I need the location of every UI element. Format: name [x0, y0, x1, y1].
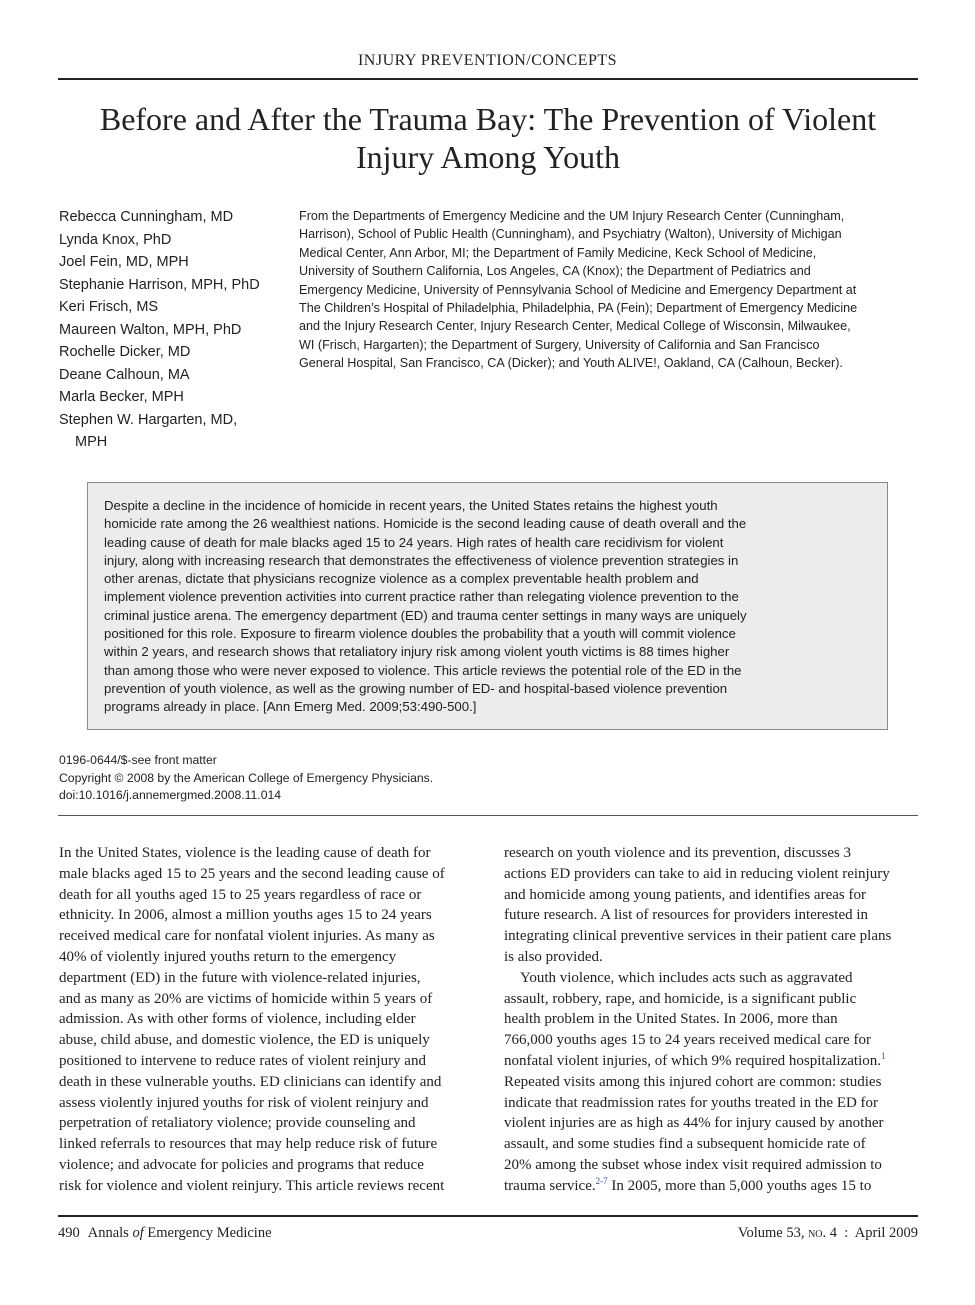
body-text: nonfatal violent injuries, of which 9% required hospitalization. [504, 1052, 881, 1069]
body-line: and homicide among young patients, and identifies areas for [504, 886, 866, 903]
doi-line: doi:10.1016/j.annemergmed.2008.11.014 [59, 788, 282, 802]
affiliation-line: Emergency Medicine, University of Pennsylvania School of Medicine and Emergency Department at [299, 282, 857, 297]
journal-name: of [132, 1225, 144, 1241]
affiliation-line: WI (Frisch, Hargarten); the Department of Surgery, University of California and San Francisco [299, 337, 820, 352]
body-line [504, 1051, 918, 1072]
section-divider [58, 815, 918, 816]
body-line: admission. As with other forms of violence, including elder [59, 1011, 416, 1028]
author-name: Keri Frisch, MS [59, 299, 159, 315]
author-name-continued: MPH [75, 434, 108, 450]
page-number: 490 [58, 1225, 80, 1241]
body-line: violent injuries are as high as 44% for injury caused by another [504, 1115, 884, 1132]
abstract-line: criminal justice arena. The emergency department (ED) and trauma center settings in many ways are uniquely [104, 607, 747, 623]
issue: no. 4 [808, 1225, 838, 1241]
body-line: indicate that readmission rates for youths treated in the ED for [504, 1094, 879, 1111]
body-line: is also provided. [504, 948, 603, 965]
body-line: integrating clinical preventive services in their patient care plans [504, 928, 892, 945]
abstract-line: programs already in place. [Ann Emerg Med. 2009;53:490-500.] [104, 699, 477, 715]
author-name: Rochelle Dicker, MD [59, 344, 191, 360]
abstract-line: than among those who were never exposed to violence. This article reviews the potential role of the ED in the [104, 662, 742, 678]
affiliations [299, 207, 921, 373]
footer-rule [58, 1215, 918, 1217]
body-line: received medical care for nonfatal violent injuries. As many as [59, 928, 435, 945]
copyright-line: Copyright © 2008 by the American College of Emergency Physicians. [59, 770, 434, 785]
abstract-line: implement violence prevention activities into current practice rather than relegating violence prevention to the [104, 589, 739, 605]
body-line: perpetration of retaliatory violence; provide counseling and [59, 1115, 416, 1132]
body-line: death in these vulnerable youths. ED clinicians can identify and [59, 1073, 442, 1090]
title-line: Before and After the Trauma Bay: The Prevention of Violent [99, 101, 877, 137]
body-column-right [504, 843, 918, 1197]
abstract-line: leading cause of death for male blacks aged 15 to 24 years. High rates of health care recidivism for violent [104, 534, 724, 550]
body-line: In the United States, violence is the leading cause of death for [59, 845, 431, 861]
body-line: and as many as 20% are victims of homicide within 5 years of [59, 990, 433, 1007]
body-text: trauma service. [504, 1177, 596, 1194]
body-line: 766,000 youths ages 15 to 24 years received medical care for [504, 1032, 871, 1049]
affiliation-line: From the Departments of Emergency Medicine and the UM Injury Research Center (Cunningham, [299, 209, 845, 223]
abstract-line: positioned for this role. Exposure to firearm violence doubles the probability that a youth will commit violence [104, 626, 736, 642]
header-rule [58, 78, 918, 80]
abstract-line: within 2 years, and research shows that retaliatory injury risk among violent youth victims is 88 times higher [104, 644, 730, 660]
journal-name: Annals [87, 1225, 133, 1241]
body-line: positioned to intervene to reduce rates of violent reinjury and [59, 1052, 426, 1069]
body-line: violence; and advocate for policies and programs that reduce [59, 1156, 424, 1173]
abstract-line: prevention of youth violence, as well as the growing number of ED- and hospital-based violence prevention [104, 680, 728, 696]
author-name: Rebecca Cunningham, MD [59, 209, 234, 225]
body-line: actions ED providers can take to aid in reducing violent reinjury [504, 865, 890, 882]
body-line: death for all youths aged 15 to 25 years regardless of race or [59, 886, 422, 903]
body-text: In 2005, more than 5,000 youths ages 15 to [607, 1177, 872, 1194]
body-line: male blacks aged 15 to 25 years and the second leading cause of [59, 865, 445, 882]
body-line: Youth violence, which includes acts such as aggravated [520, 969, 853, 986]
affiliation-line: University of Southern California, Los Angeles, CA (Knox); the Department of Pediatrics and [299, 264, 811, 279]
volume: Volume 53, [737, 1225, 809, 1241]
footer-issue [738, 1225, 918, 1242]
affiliation-line: The Children’s Hospital of Philadelphia, Philadelphia, PA (Fein); Department of Emergency Medicine [299, 301, 858, 316]
abstract-line: injury, along with increasing research that demonstrates the effectiveness of violence prevention strategies in [104, 552, 739, 568]
abstract-line: other arenas, dictate that physicians recognize violence as a complex preventable health problem and [104, 571, 699, 587]
author-name: Stephanie Harrison, MPH, PhD [59, 276, 260, 293]
separator: : [837, 1225, 855, 1241]
body-line: assess violently injured youths for risk of violent reinjury and [59, 1094, 429, 1111]
body-column-left [59, 843, 473, 1197]
reference-link[interactable]: 1 [881, 1050, 886, 1061]
author-list [59, 206, 289, 454]
body-line: Repeated visits among this injured cohort are common: studies [504, 1073, 882, 1090]
body-line: research on youth violence and its prevention, discusses 3 [504, 845, 851, 861]
affiliation-line: Medical Center, Ann Arbor, MI; the Department of Family Medicine, Keck School of Medicine, [299, 245, 817, 260]
author-name: Stephen W. Hargarten, MD, [59, 411, 238, 428]
article-title [58, 100, 918, 176]
footer-journal [58, 1225, 272, 1242]
body-line: 40% of violently injured youths return to the emergency [59, 948, 397, 965]
body-line: risk for violence and violent reinjury. This article reviews recent [59, 1177, 445, 1194]
journal-name: Emergency Medicine [143, 1225, 272, 1241]
body-line: 20% among the subset whose index visit required admission to [504, 1156, 882, 1173]
body-line: health problem in the United States. In 2006, more than [504, 1011, 838, 1028]
title-line: Injury Among Youth [355, 139, 621, 175]
issn-line: 0196-0644/$-see front matter [59, 753, 217, 767]
author-name: Joel Fein, MD, MPH [59, 254, 189, 270]
body-line: ethnicity. In 2006, almost a million youths ages 15 to 24 years [59, 907, 432, 924]
body-line: assault, robbery, rape, and homicide, is a significant public [504, 990, 857, 1007]
affiliation-line: Harrison), School of Public Health (Cunningham), and Psychiatry (Walton), University of Michigan [299, 227, 842, 242]
section-label: INJURY PREVENTION/CONCEPTS [357, 52, 618, 69]
author-name: Deane Calhoun, MA [59, 366, 190, 383]
author-name: Lynda Knox, PhD [59, 231, 172, 248]
body-line: linked referrals to resources that may help reduce risk of future [59, 1136, 438, 1153]
body-line: future research. A list of resources for providers interested in [504, 907, 869, 924]
issue-date: April 2009 [854, 1225, 918, 1241]
reference-link[interactable]: 2-7 [595, 1175, 608, 1186]
abstract-line: Despite a decline in the incidence of homicide in recent years, the United States retains the highest youth [104, 498, 718, 513]
body-line: abuse, child abuse, and domestic violence, the ED is uniquely [59, 1032, 430, 1049]
author-name: Marla Becker, MPH [59, 389, 184, 405]
author-name: Maureen Walton, MPH, PhD [59, 321, 242, 338]
affiliation-line: and the Injury Research Center, Injury Research Center, Medical College of Wisconsin, Milwaukee, [299, 319, 851, 334]
body-line: assault, and some studies find a subsequent homicide rate of [504, 1136, 866, 1153]
abstract-line: homicide rate among the 26 wealthiest nations. Homicide is the second leading cause of death overall and the [104, 516, 747, 532]
copyright-block [59, 752, 433, 805]
body-line [504, 1176, 918, 1197]
body-line: department (ED) in the future with violence-related injuries, [59, 969, 421, 986]
abstract-box [87, 482, 888, 730]
affiliation-line: General Hospital, San Francisco, CA (Dicker); and Youth ALIVE!, Oakland, CA (Calhoun, Becker). [299, 356, 843, 371]
